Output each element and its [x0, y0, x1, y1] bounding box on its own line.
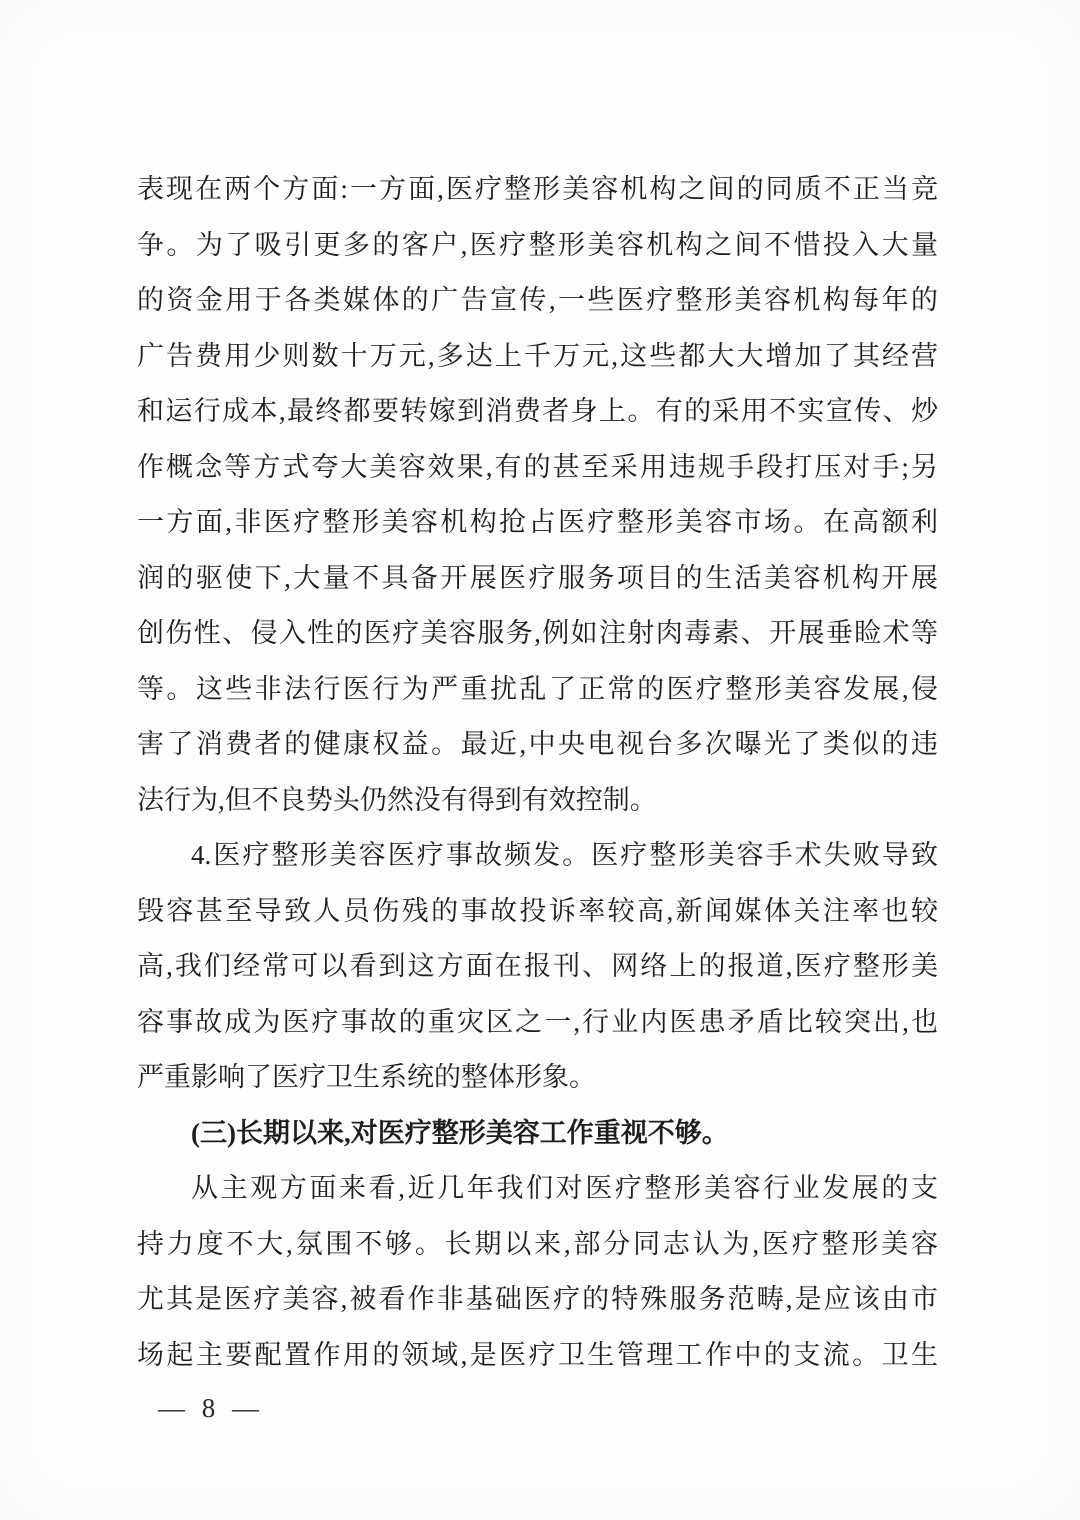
text-line: 4.医疗整形美容医疗事故频发。医疗整形美容手术失败导致	[191, 840, 938, 870]
text-line: 持力度不大,氛围不够。长期以来,部分同志认为,医疗整形美容	[137, 1228, 938, 1259]
text-line: 一方面,非医疗整形美容机构抢占医疗整形美容市场。在高额利	[137, 507, 938, 537]
text-line: 严重影响了医疗卫生系统的整体形象。	[137, 1062, 596, 1092]
section-heading-line: (三)长期以来,对医疗整形美容工作重视不够。	[191, 1117, 729, 1148]
text-line: 创伤性、侵入性的医疗美容服务,例如注射肉毒素、开展垂睑术等	[137, 618, 938, 648]
text-line: 等。这些非法行医行为严重扰乱了正常的医疗整形美容发展,侵	[137, 673, 938, 704]
document-body	[137, 162, 938, 1383]
text-line: 容事故成为医疗事故的重灾区之一,行业内医患矛盾比较突出,也	[137, 1006, 938, 1037]
text-line: 广告费用少则数十万元,多达上千万元,这些都大大增加了其经营	[137, 340, 938, 371]
text-line: 尤其是医疗美容,被看作非基础医疗的特殊服务范畴,是应该由市	[137, 1284, 938, 1314]
text-line: 和运行成本,最终都要转嫁到消费者身上。有的采用不实宣传、炒	[137, 396, 938, 426]
text-line: 作概念等方式夸大美容效果,有的甚至采用违规手段打压对手;另	[137, 451, 938, 482]
page-number-footer: — 8 —	[158, 1393, 264, 1423]
text-line: 高,我们经常可以看到这方面在报刊、网络上的报道,医疗整形美	[137, 951, 938, 981]
text-line: 法行为,但不良势头仍然没有得到有效控制。	[137, 784, 657, 815]
text-line: 害了消费者的健康权益。最近,中央电视台多次曝光了类似的违	[137, 729, 938, 759]
text-line: 从主观方面来看,近几年我们对医疗整形美容行业发展的支	[191, 1173, 938, 1203]
text-line: 毁容甚至导致人员伤残的事故投诉率较高,新闻媒体关注率也较	[137, 895, 938, 926]
text-line: 润的驱使下,大量不具备开展医疗服务项目的生活美容机构开展	[137, 562, 938, 593]
text-line: 场起主要配置作用的领域,是医疗卫生管理工作中的支流。卫生	[137, 1339, 938, 1370]
text-line: 的资金用于各类媒体的广告宣传,一些医疗整形美容机构每年的	[137, 285, 938, 315]
text-line: 争。为了吸引更多的客户,医疗整形美容机构之间不惜投入大量	[137, 229, 938, 260]
text-line: 表现在两个方面:一方面,医疗整形美容机构之间的同质不正当竞	[137, 174, 938, 204]
